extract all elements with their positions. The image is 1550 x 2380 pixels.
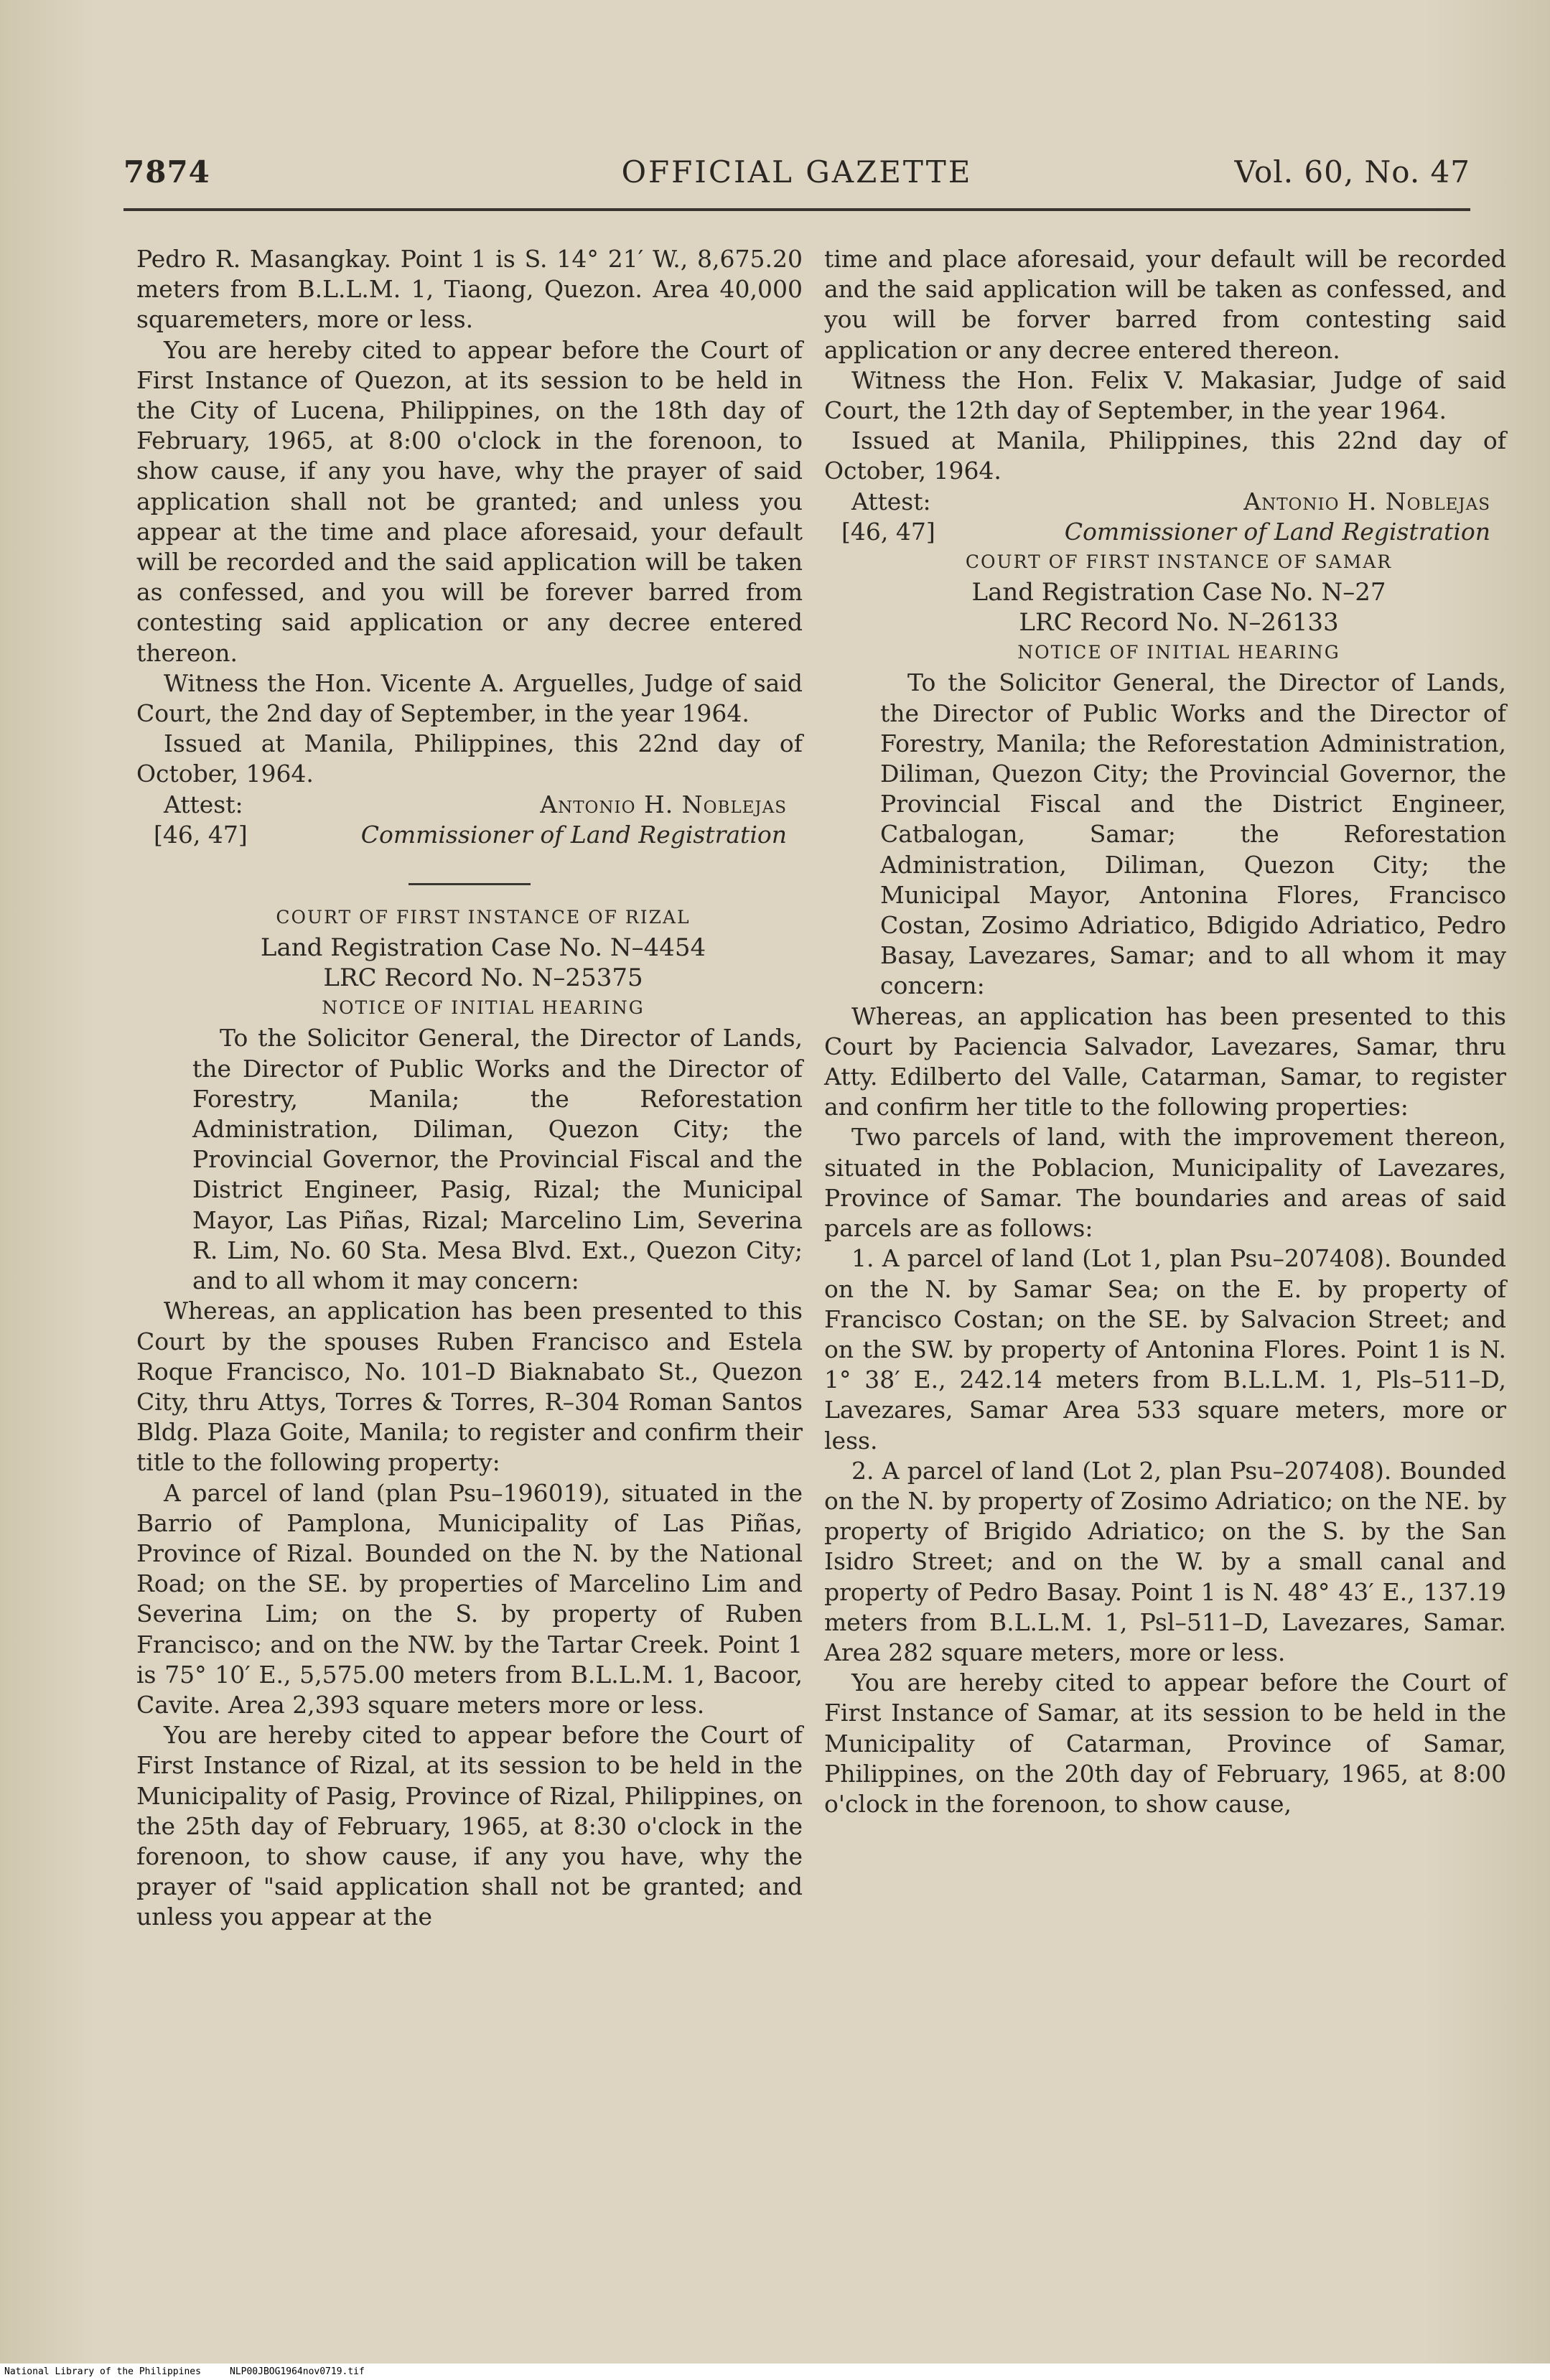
paragraph: Pedro R. Masangkay. Point 1 is S. 14° 21′ W., 8,675.20 meters from B.L.L.M. 1, Tiaong, Quezon. Area 40,000 squaremeters, more or less.	[136, 245, 803, 334]
paragraph: Witness the Hon. Felix V. Makasiar, Judge of said Court, the 12th day of September, in the year 1964.	[824, 365, 1506, 425]
lrc-record-number: LRC Record No. N–25375	[323, 963, 643, 993]
attest-name: Antonio H. Noblejas	[1243, 487, 1490, 515]
paragraph: Whereas, an application has been presented to this Court by Paciencia Salvador, Lavezares, Samar, thru Atty. Edilberto del Valle, Catarman, Samar, to register and confirm her title to the following properties:	[824, 1002, 1506, 1121]
attest-role: Commissioner of Land Registration	[360, 820, 787, 849]
scan-filename: NLP00JBOG1964nov0719.tif	[230, 2366, 365, 2377]
library-credit: National Library of the Philippines	[4, 2366, 201, 2377]
case-number: Land Registration Case No. N–4454	[260, 933, 706, 962]
addressees: To the Solicitor General, the Director of Lands, the Director of Public Works and the Director of Forestry, Manila; the Reforestation Administration, Diliman, Quezon City; the Provincial Governor, the Provincial Fiscal and the District Engineer, Pasig, Rizal; the Municipal Mayor, Las Piñas, Rizal; Marcelino Lim, Severina R. Lim, No. 60 Sta. Mesa Blvd. Ext., Quezon City; and to all whom it may concern:	[192, 1024, 803, 1295]
publication-title: OFFICIAL GAZETTE	[621, 154, 973, 190]
paragraph: You are hereby cited to appear before the Court of First Instance of Rizal, at its session to be held in the Municipality of Pasig, Province of Rizal, Philippines, on the 25th day of February, 1965, at 8:30 o'clock in the forenoon, to show cause, if any you have, why the prayer of "said application shall not be granted; and unless you appear at the	[136, 1721, 803, 1931]
paragraph: You are hereby cited to appear before the Court of First Instance of Samar, at its session to be held in the Municipality of Catarman, Province of Samar, Philippines, on the 20th day of February, 1965, at 8:00 o'clock in the forenoon, to show cause,	[824, 1669, 1506, 1818]
page-number: 7874	[123, 154, 210, 190]
court-heading: COURT OF FIRST INSTANCE OF RIZAL	[276, 906, 691, 928]
issue-reference: [46, 47]	[154, 820, 248, 849]
header-rule	[123, 208, 1470, 211]
issue-reference: [46, 47]	[841, 517, 935, 546]
attestation	[136, 790, 803, 850]
volume-number: Vol. 60, No. 47	[1234, 154, 1470, 190]
attest-name: Antonio H. Noblejas	[540, 790, 787, 818]
scan-footer	[0, 2363, 1550, 2380]
left-column	[136, 244, 803, 1933]
paragraph: Witness the Hon. Vicente A. Arguelles, Judge of said Court, the 2nd day of September, in the year 1964.	[136, 668, 803, 728]
notice-heading: NOTICE OF INITIAL HEARING	[1017, 642, 1340, 663]
paragraph: Issued at Manila, Philippines, this 22nd day of October, 1964.	[136, 729, 803, 788]
section-divider	[408, 883, 531, 885]
paragraph: 2. A parcel of land (Lot 2, plan Psu–207408). Bounded on the N. by property of Zosimo Adriatico; on the NE. by property of Brigido Adriatico; on the S. by the San Isidro Street; and on the W. by a small canal and property of Pedro Basay. Point 1 is N. 48° 43′ E., 137.19 meters from B.L.L.M. 1, Psl–511–D, Lavezares, Samar. Area 282 square meters, more or less.	[824, 1456, 1506, 1666]
paragraph: Issued at Manila, Philippines, this 22nd day of October, 1964.	[824, 426, 1506, 485]
paragraph: A parcel of land (plan Psu–196019), situated in the Barrio of Pamplona, Municipality of Las Piñas, Province of Rizal. Bounded on the N. by the National Road; on the SE. by properties of Marcelino Lim and Severina Lim; on the S. by property of Ruben Francisco; and on the NW. by the Tartar Creek. Point 1 is 75° 10′ E., 5,575.00 meters from B.L.L.M. 1, Bacoor, Cavite. Area 2,393 square meters more or less.	[136, 1478, 803, 1719]
attestation	[824, 487, 1506, 547]
attest-role: Commissioner of Land Registration	[1064, 517, 1490, 546]
paragraph: time and place aforesaid, your default will be recorded and the said application will be taken as confessed, and you will be forver barred from contesting said application or any decree entered thereon.	[824, 245, 1506, 364]
lrc-record-number: LRC Record No. N–26133	[1019, 608, 1339, 638]
paragraph: You are hereby cited to appear before the Court of First Instance of Quezon, at its session to be held in the City of Lucena, Philippines, on the 18th day of February, 1965, at 8:00 o'clock in the forenoon, to show cause, if any you have, why the prayer of said application shall not be granted; and unless you appear at the time and place aforesaid, your default will be recorded and the said application will be taken as confessed, and you will be forever barred from contesting said application or any decree entered thereon.	[136, 335, 803, 667]
notice-heading: NOTICE OF INITIAL HEARING	[322, 997, 645, 1019]
court-heading: COURT OF FIRST INSTANCE OF SAMAR	[965, 551, 1393, 572]
paragraph: 1. A parcel of land (Lot 1, plan Psu–207408). Bounded on the N. by Samar Sea; on the E. by property of Francisco Costan; on the SE. by Salvacion Street; and on the SW. by property of Antonina Flores. Point 1 is N. 1° 38′ E., 242.14 meters from B.L.L.M. 1, Pls–511–D, Lavezares, Samar Area 533 square meters, more or less.	[824, 1244, 1506, 1455]
paragraph: Whereas, an application has been presented to this Court by the spouses Ruben Francisco and Estela Roque Francisco, No. 101–D Biaknabato St., Quezon City, thru Attys, Torres & Torres, R–304 Roman Santos Bldg. Plaza Goite, Manila; to register and confirm their title to the following property:	[136, 1297, 803, 1477]
paragraph: Two parcels of land, with the improvement thereon, situated in the Poblacion, Municipality of Lavezares, Province of Samar. The boundaries and areas of said parcels are as follows:	[824, 1123, 1506, 1243]
right-column	[824, 244, 1506, 1819]
page-header	[123, 154, 1470, 197]
attest-label: Attest:	[164, 790, 243, 818]
case-number: Land Registration Case No. N–27	[971, 577, 1386, 607]
attest-label: Attest:	[851, 487, 931, 515]
addressees: To the Solicitor General, the Director of Lands, the Director of Public Works and the Director of Forestry, Manila; the Reforestation Administration, Diliman, Quezon City; the Provincial Governor, the Provincial Fiscal and the District Engineer, Catbalogan, Samar; the Reforestation Administration, Diliman, Quezon City; the Municipal Mayor, Antonina Flores, Francisco Costan, Zosimo Adriatico, Bdigido Adriatico, Pedro Basay, Lavezares, Samar; and to all whom it may concern:	[880, 668, 1506, 1000]
